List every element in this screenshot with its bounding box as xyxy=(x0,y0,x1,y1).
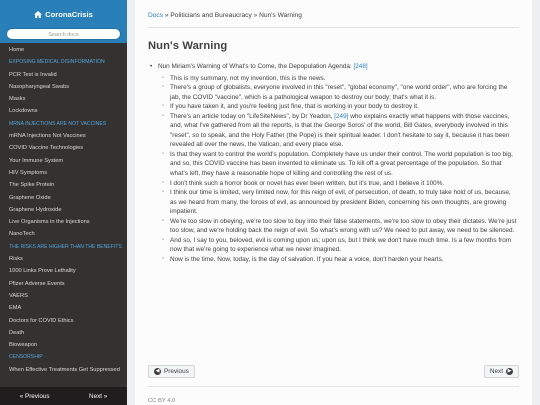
list-item: ◦ If you have taken it, and you're feeling just fine, that is working in your body to destroy it. xyxy=(170,102,519,112)
sidebar-item[interactable]: Your Immune System xyxy=(9,157,64,164)
sidebar-item[interactable]: Risks xyxy=(9,256,23,263)
sidebar-item[interactable]: 1000 Links Prove Lethality xyxy=(9,268,76,275)
list-item: ◦ I think our time is limited, very limited now, for this reign of evil, of persecution, of death, to truly take hold of us, because, as we heard from many, the forces of evil, as announced by president Biden, concerning his own thoughts, are growing impatient. xyxy=(170,188,519,217)
sidebar-item[interactable]: COVID Vaccine Technologies xyxy=(9,145,84,152)
license-text: CC BY 4.0 xyxy=(148,398,176,404)
sidebar-item[interactable]: Masks xyxy=(9,96,26,103)
sidebar-item[interactable]: Home xyxy=(9,47,25,53)
content-area xyxy=(127,0,540,405)
list-item: ◦ I don't think such a horror book or novel has ever been written, but it's true, and I believe it 100%. xyxy=(170,179,519,189)
sidebar-item[interactable]: NanoTech xyxy=(9,231,35,238)
page-title: Nun's Warning xyxy=(148,40,228,52)
arrow-left-circle-icon: ◀ xyxy=(155,368,160,374)
sidebar-item[interactable]: HIV Symptoms xyxy=(9,169,47,176)
sidebar-header xyxy=(0,0,127,43)
sidebar-item[interactable]: VAERS xyxy=(9,292,28,299)
list-item-text: who explains exactly what happens with those vaccines, and, what I've gathered from all the reports, is that the George Soros' of the world, Bill Gates, everybody involved in this "reset", so to speak, and the Holy Father (the Pope) is their spiritual leader. I don't hesitate to say it, because it has been revealed all over the news, the Vatican, and every place else. xyxy=(170,112,510,149)
sidebar-item[interactable]: PCR Test is Invalid xyxy=(9,71,57,78)
home-icon xyxy=(34,11,42,18)
arrow-right-circle-icon: ▶ xyxy=(507,368,512,374)
sidebar-footer xyxy=(0,387,127,405)
lead-bullet xyxy=(148,62,519,72)
list-item xyxy=(170,112,519,150)
breadcrumb-separator: » xyxy=(251,12,260,19)
document-page xyxy=(135,0,532,405)
lead-reference-link[interactable]: [248] xyxy=(353,63,368,70)
sidebar-item[interactable]: EMA xyxy=(9,305,22,312)
sidebar-prev-link[interactable]: « Previous xyxy=(19,392,50,400)
pager xyxy=(148,365,519,378)
sidebar-item[interactable]: mRNA Injections Not Vaccines xyxy=(9,133,86,140)
breadcrumb-current: Nun's Warning xyxy=(259,12,302,19)
search-input[interactable]: Search docs xyxy=(6,28,121,40)
list-item: ◦ Now is the time. Now, today, is the day of salvation. If you hear a voice, don't harden your hearts. xyxy=(170,255,519,265)
sidebar-item[interactable]: Live Organisms in the Injections xyxy=(9,219,90,226)
sidebar-item[interactable]: Nasopharyngeal Swabs xyxy=(9,83,70,90)
sidebar-item[interactable]: Death xyxy=(9,329,25,336)
nav-caption: CENSORSHIP xyxy=(9,354,43,361)
sidebar xyxy=(0,0,127,405)
breadcrumb-section: Politicians and Bureaucracy xyxy=(170,12,252,19)
breadcrumb xyxy=(148,12,519,19)
sidebar-item[interactable]: Pfizer Adverse Events xyxy=(9,280,65,287)
list-item-text: There's an article today on "LifeSiteNews", by Dr Yeadon, xyxy=(170,112,335,120)
sidebar-item[interactable]: Doctors for COVID Ethics xyxy=(9,317,74,324)
sidebar-item[interactable]: Graphene Oxide xyxy=(9,194,51,201)
sidebar-item[interactable]: Bioweapon xyxy=(9,342,38,349)
breadcrumb-docs-link[interactable]: Docs xyxy=(148,12,164,19)
sidebar-nav xyxy=(0,43,127,387)
sidebar-item[interactable]: When Effective Treatments Get Suppressed xyxy=(9,366,120,373)
sidebar-item[interactable]: The Spike Protein xyxy=(9,182,55,189)
previous-button-label: Previous xyxy=(164,368,189,375)
brand-title: CoronaCrisis xyxy=(45,10,93,19)
nav-caption: EXPOSING MEDICAL DISINFORMATION xyxy=(9,59,105,66)
sidebar-next-link[interactable]: Next » xyxy=(89,392,108,400)
warning-list xyxy=(148,74,519,265)
list-item: ◦ We're too slow in obeying, we're too slow to buy into their false statements, we're too slow to obey their dictates. We're just too slow, and we're holding back the reign of evil. So what's wrong with us? We need to put away, we need to be silenced. xyxy=(170,217,519,236)
list-item: ◦ There's a group of globalists, everyone involved in this "reset", "global economy", "one world order", who are forcing the jab, the COVID "vaccine", which is a pathological weapon to destroy our body; that's what it is. xyxy=(170,83,519,102)
list-item: ◦ And so, I say to you, beloved, evil is coming upon us; upon us, but I think we don't have much time. Is a few months from now that we're going to experience what we never imagined. xyxy=(170,236,519,255)
nav-caption: MRNA INJECTIONS ARE NOT VACCINES xyxy=(9,120,107,127)
brand-link[interactable] xyxy=(34,10,93,19)
previous-button[interactable] xyxy=(148,365,195,378)
divider xyxy=(148,27,519,28)
sidebar-item[interactable]: Lockdowns xyxy=(9,108,38,115)
sidebar-item[interactable]: Graphene Hydroxide xyxy=(9,206,62,213)
list-item: ◦ This is my summary, not my invention, this is the news. xyxy=(170,74,519,84)
next-button[interactable] xyxy=(484,365,519,378)
next-button-label: Next xyxy=(489,368,503,375)
footer-divider xyxy=(148,386,519,387)
nav-caption: THE RISKS ARE HIGHER THAN THE BENEFITS xyxy=(9,243,122,250)
lead-text: Nun Miriam's Warning of What's to Come, the Depopulation Agenda: xyxy=(158,63,354,70)
reference-link[interactable]: [249] xyxy=(334,112,349,120)
list-item: ◦ Is that they want to control the world's population. Completely have us under their control. The world population is too big, and so, this COVID vaccine has been invented to eliminate us. To kill off a great percentage of the population. So that what's left, they have a reasonable hope of killing and controlling the rest of us. xyxy=(170,150,519,179)
breadcrumb-separator: » xyxy=(163,12,171,19)
